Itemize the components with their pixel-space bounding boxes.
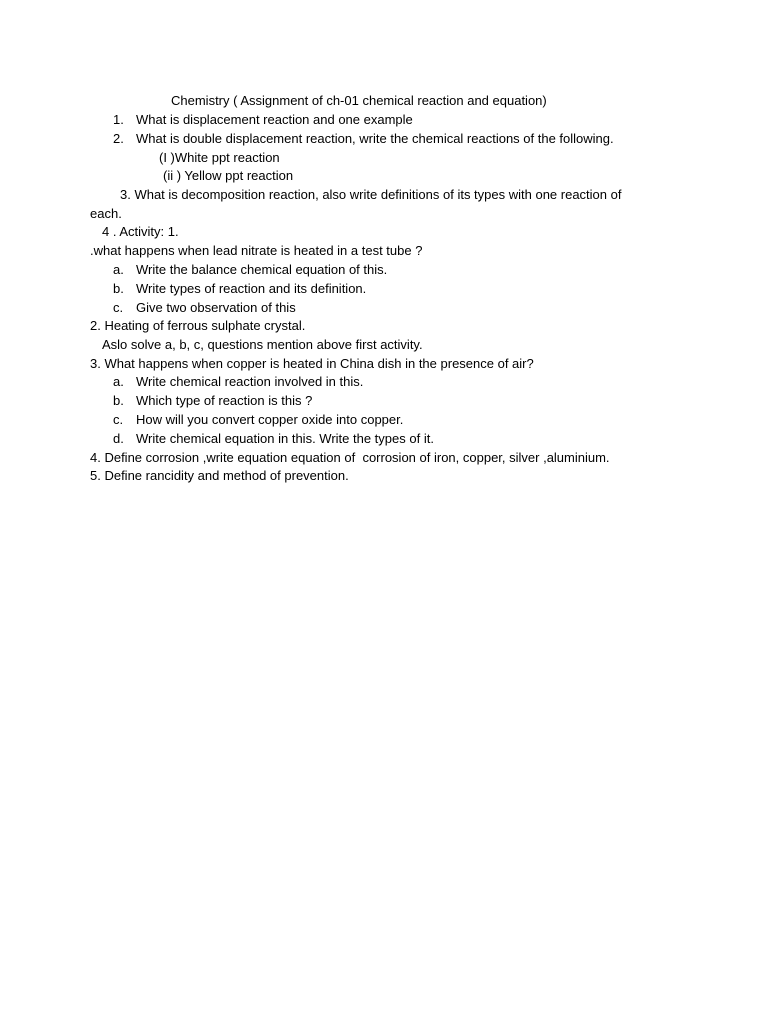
activity-3-heading: 3. What happens when copper is heated in China dish in the presence of air?	[90, 356, 534, 371]
question-2-text: What is double displacement reaction, write the chemical reactions of the following.	[136, 131, 614, 146]
activity-2-heading: 2. Heating of ferrous sulphate crystal.	[90, 318, 306, 333]
activity-3-item-c-text: How will you convert copper oxide into copper.	[136, 412, 404, 427]
question-2-number: 2.	[113, 131, 124, 146]
activity-3-item-d-marker: d.	[113, 431, 124, 446]
activity-1-item-b-marker: b.	[113, 281, 124, 296]
activity-1-item-a-text: Write the balance chemical equation of this.	[136, 262, 388, 277]
activity-1-item-c-marker: c.	[113, 300, 124, 315]
document-title: Chemistry ( Assignment of ch-01 chemical reaction and equation)	[171, 93, 547, 108]
activity-1-item-b-text: Write types of reaction and its definition.	[136, 281, 367, 296]
activity-3-item-b-text: Which type of reaction is this ?	[136, 393, 313, 408]
question-3-line-1: 3. What is decomposition reaction, also write definitions of its types with one reaction of	[120, 187, 622, 202]
activity-3-item-c-marker: c.	[113, 412, 124, 427]
activity-3-item-a-text: Write chemical reaction involved in this.	[136, 374, 364, 389]
question-rancidity: 5. Define rancidity and method of prevention.	[90, 468, 349, 483]
question-4-activity-heading: 4 . Activity: 1.	[102, 224, 179, 239]
question-1-number: 1.	[113, 112, 124, 127]
question-corrosion: 4. Define corrosion ,write equation equation of corrosion of iron, copper, silver ,aluminium.	[90, 450, 610, 465]
question-3-line-2: each.	[90, 206, 122, 221]
activity-1-item-c-text: Give two observation of this	[136, 300, 296, 315]
activity-3-item-d-text: Write chemical equation in this. Write the types of it.	[136, 431, 434, 446]
question-2-subitem-ii: (ii ) Yellow ppt reaction	[163, 168, 294, 183]
activity-3-item-b-marker: b.	[113, 393, 124, 408]
activity-1-question: .what happens when lead nitrate is heated in a test tube ?	[90, 243, 423, 258]
activity-3-item-a-marker: a.	[113, 374, 124, 389]
activity-2-note: Aslo solve a, b, c, questions mention above first activity.	[102, 337, 423, 352]
question-2-subitem-i: (I )White ppt reaction	[159, 150, 280, 165]
question-1-text: What is displacement reaction and one example	[136, 112, 413, 127]
activity-1-item-a-marker: a.	[113, 262, 124, 277]
